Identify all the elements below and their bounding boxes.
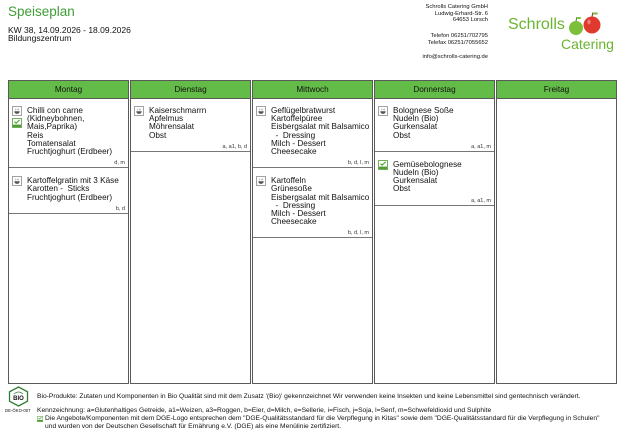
- location-name: Bildungszentrum: [8, 33, 72, 43]
- bio-seal-text: BIO: [13, 396, 24, 402]
- meal-card: [375, 101, 494, 152]
- meal-card: [9, 101, 128, 168]
- meal-icon: [134, 106, 144, 116]
- meal-icon: [12, 106, 22, 116]
- meal-line: Reis: [27, 130, 44, 140]
- meal-line: Kaiserschmarrn: [149, 106, 207, 115]
- meal-line: (Kidneybohnen,: [27, 114, 85, 124]
- meal-line: Fruchtjoghurt (Erdbeer): [27, 192, 113, 202]
- meal-line: Eisbergsalat mit Balsamico: [271, 192, 370, 202]
- meal-line: Obst: [393, 130, 411, 140]
- meal-card: [131, 101, 250, 152]
- meal-card: [9, 171, 128, 214]
- meal-icon: [12, 176, 22, 186]
- day-column-dienstag: [130, 80, 251, 384]
- meal-line: Gemüsebolognese: [393, 159, 462, 169]
- day-header-dienstag: Dienstag: [131, 81, 250, 99]
- allergen-codes: b, d, l, m: [347, 160, 369, 167]
- meal-line: Tomatensalat: [27, 138, 76, 148]
- dge-logo-icon: [378, 160, 388, 170]
- meal-line: Obst: [149, 130, 167, 140]
- logo-apples: [566, 9, 606, 39]
- calendar-week: KW 38, 14.09.2026 - 18.09.2026: [8, 25, 131, 35]
- red-apple-icon: [584, 12, 601, 33]
- meal-card: [375, 155, 494, 206]
- meal-icon: [256, 176, 266, 186]
- meal-line: Karotten - Sticks: [27, 184, 90, 194]
- meal-line: Chilli con carne: [27, 106, 83, 115]
- logo-text-schrolls: Schrolls: [508, 16, 565, 33]
- meal-line: Nudeln (Bio): [393, 114, 439, 124]
- day-header-mittwoch: Mittwoch: [253, 81, 372, 99]
- bio-seal-logo: [8, 386, 29, 407]
- day-header-freitag: Freitag: [497, 81, 616, 99]
- meal-line: Kartoffeln: [271, 176, 306, 186]
- dge-logo-icon: [37, 416, 43, 422]
- green-apple-icon: [569, 17, 583, 35]
- meal-card: [253, 171, 372, 238]
- allergen-codes: b, d, l, m: [347, 230, 369, 237]
- meal-line: Gurkensalat: [393, 122, 438, 132]
- meal-line: Fruchtjoghurt (Erdbeer): [27, 146, 113, 156]
- meal-line: Cheesecake: [271, 217, 317, 227]
- meal-line: Kartoffelgratin mit 3 Käse: [27, 176, 119, 186]
- meal-line: Cheesecake: [271, 146, 317, 156]
- allergen-codes: a, a1, m: [471, 197, 491, 204]
- company-contact: [428, 33, 488, 46]
- meal-line: Eisbergsalat mit Balsamico: [271, 122, 370, 132]
- allergen-key: Kennzeichnung: a=Glutenhaltiges Getreide, a1=Weizen, a3=Roggen, b=Eier, d=Milch, e=Sellerie, i=Fisch, j=Soja, l=Senf, m=Schwefeldioxid und Sulphite: [37, 407, 492, 414]
- day-header-montag: Montag: [9, 81, 128, 99]
- meal-line: - Dressing: [271, 200, 316, 210]
- dge-note-line: und wurden von der Deutschen Gesellschaft für Ernährung e.V. (DGE) als eine Menülinie zertifiziert.: [45, 423, 342, 430]
- allergen-codes: b, d: [115, 205, 125, 212]
- allergen-codes: d, m: [114, 160, 125, 167]
- company-address: [426, 4, 489, 24]
- meal-line: Kartoffelpüree: [271, 114, 323, 124]
- day-column-montag: [8, 80, 129, 384]
- meal-line: - Dressing: [271, 130, 316, 140]
- company-name: Schrolls Catering GmbH: [425, 4, 488, 10]
- meal-icon: [256, 106, 266, 116]
- allergen-codes: a, a1, m: [471, 143, 491, 150]
- meal-line: Milch - Dessert: [271, 208, 326, 218]
- bio-note: Bio-Produkte: Zutaten und Komponenten in Bio Qualität sind mit dem Zusatz '(Bio)' gekennzeichnet Wir verwenden keine Insekten und keine Lebensmittel sind gentechnisch verändert.: [37, 393, 581, 400]
- meal-line: Obst: [393, 184, 411, 194]
- company-city: 64653 Lorsch: [452, 17, 488, 24]
- company-email: info@schrolls-catering.de: [422, 54, 488, 60]
- meal-line: Grünesoße: [271, 184, 312, 194]
- day-header-donnerstag: Donnerstag: [375, 81, 494, 99]
- page-title: Speiseplan: [8, 4, 75, 19]
- dge-logo-icon: [12, 118, 22, 128]
- meal-line: Milch - Dessert: [271, 138, 326, 148]
- meal-line: Gurkensalat: [393, 176, 438, 186]
- meal-line: Apfelmus: [149, 114, 184, 124]
- meal-line: Nudeln (Bio): [393, 167, 439, 177]
- logo-text-catering: Catering: [561, 36, 614, 52]
- meal-line: Geflügelbratwurst: [271, 106, 336, 115]
- company-fax: Telefax 06251/7055652: [427, 39, 488, 46]
- meal-line: Möhrensalat: [149, 122, 195, 132]
- allergen-codes: a, a1, b, d: [222, 143, 247, 150]
- day-column-mittwoch: [252, 80, 373, 384]
- meal-icon: [378, 106, 388, 116]
- day-column-freitag: [496, 80, 617, 384]
- bio-control-code: DE-ÖKO-007: [5, 408, 31, 413]
- company-street: Ludwig-Erhard-Str. 6: [434, 10, 488, 17]
- dge-note-line: Die Angebote/Komponenten mit dem DGE-Logo entsprechen dem "DGE-Qualitätsstandard für die Verpflegung in Kitas" sowie dem "DGE-Qualitätsstandard für die Verpflegung in Schulen": [45, 415, 600, 422]
- meal-card: [253, 101, 372, 168]
- meal-line: Mais,Paprika): [27, 122, 78, 132]
- day-column-donnerstag: [374, 80, 495, 384]
- company-phone: Telefon 06251/702795: [430, 33, 488, 39]
- meal-line: Bolognese Soße: [393, 106, 454, 115]
- dge-note: [45, 415, 599, 431]
